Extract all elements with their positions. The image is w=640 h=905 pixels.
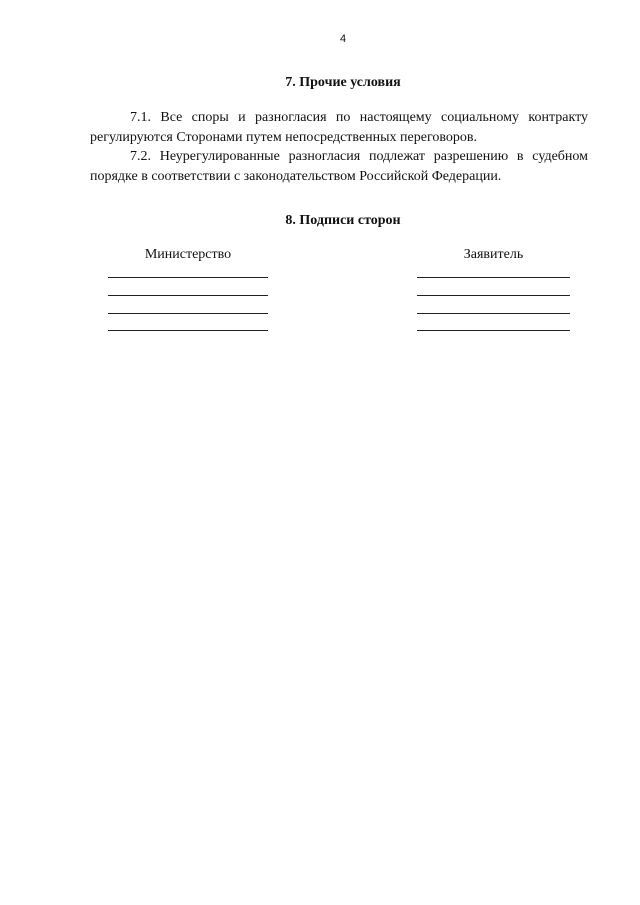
signature-label-ministry: Министерство	[144, 247, 232, 262]
signature-line-applicant	[417, 295, 570, 296]
signature-line-ministry	[108, 313, 268, 314]
signature-line-applicant	[417, 277, 570, 278]
signature-line-ministry	[108, 295, 268, 296]
signature-line-applicant	[417, 313, 570, 314]
page-number: 4	[339, 33, 347, 45]
section-7-title: 7. Прочие условия	[285, 75, 401, 90]
signature-line-ministry	[108, 330, 268, 331]
signature-line-ministry	[108, 277, 268, 278]
section-8-title: 8. Подписи сторон	[285, 213, 401, 228]
clause-7-1: 7.1. Все споры и разногласия по настоящему социальному контракту регулируются Сторонами путем непосредственных переговоров.	[90, 110, 588, 145]
section-7-body	[90, 108, 588, 186]
clause-7-2: 7.2. Неурегулированные разногласия подлежат разрешению в судебном порядке в соответствии с законодательством Российской Федерации.	[90, 149, 588, 184]
signature-line-applicant	[417, 330, 570, 331]
signature-label-applicant: Заявитель	[463, 247, 524, 262]
